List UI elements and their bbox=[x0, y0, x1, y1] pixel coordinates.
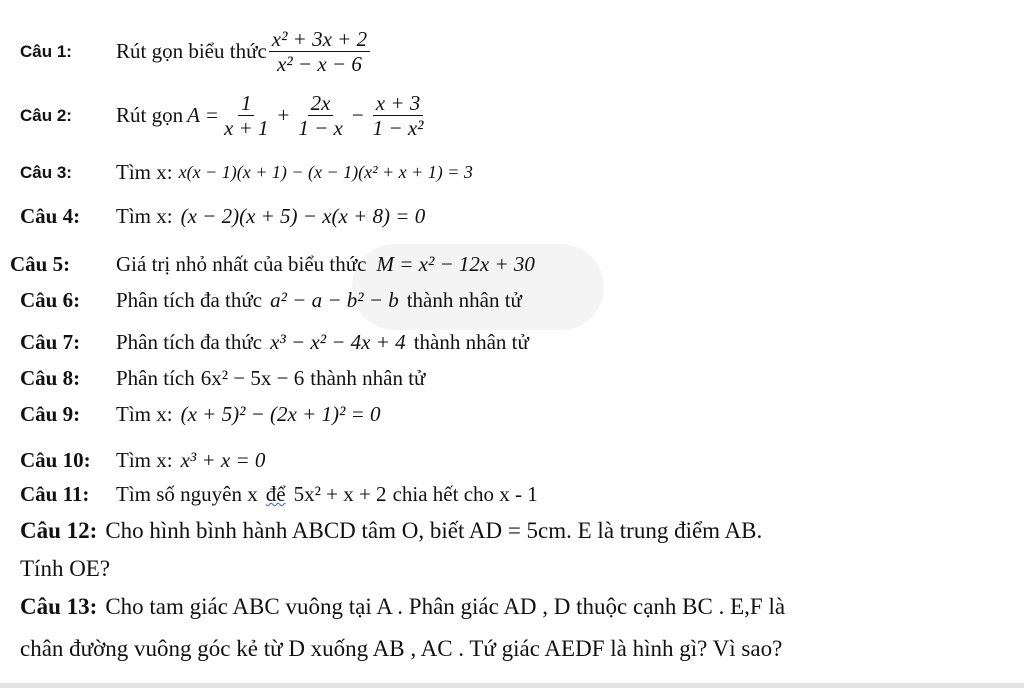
question-6-label: Câu 6: bbox=[20, 288, 81, 312]
question-1-label: Câu 1: bbox=[20, 41, 72, 61]
question-2-label: Câu 2: bbox=[20, 105, 72, 125]
fraction-denominator: 1 − x bbox=[298, 116, 343, 141]
question-4 bbox=[20, 204, 425, 229]
question-7-text: Phân tích đa thức bbox=[116, 330, 263, 354]
fraction-numerator: x + 3 bbox=[373, 92, 424, 116]
question-4-text: Tìm x: bbox=[116, 204, 173, 228]
question-5-label: Câu 5: bbox=[10, 252, 71, 276]
question-13-label: Câu 13: bbox=[20, 594, 98, 619]
question-8-tail: thành nhân tử bbox=[310, 366, 426, 390]
question-6 bbox=[20, 288, 522, 313]
question-7-label: Câu 7: bbox=[20, 330, 81, 354]
question-10-label: Câu 10: bbox=[20, 448, 91, 472]
question-12-line-2 bbox=[20, 556, 110, 582]
question-3-expression: x(x − 1)(x + 1) − (x − 1)(x² + x + 1) = 3 bbox=[178, 162, 473, 182]
question-1-text: Rút gọn biểu thức bbox=[116, 39, 267, 64]
question-7-tail: thành nhân tử bbox=[413, 330, 529, 354]
question-9 bbox=[20, 402, 380, 427]
question-5 bbox=[10, 252, 535, 277]
question-5-expression: M = x² − 12x + 30 bbox=[376, 252, 535, 276]
question-5-text: Giá trị nhỏ nhất của biểu thức bbox=[116, 252, 367, 276]
question-1-fraction bbox=[269, 28, 370, 75]
operator-minus: − bbox=[351, 103, 364, 128]
question-11-label: Câu 11: bbox=[20, 482, 90, 506]
question-11 bbox=[20, 482, 538, 507]
question-6-expression: a² − a − b² − b bbox=[270, 288, 399, 312]
question-13-line-2 bbox=[20, 636, 782, 662]
question-9-expression: (x + 5)² − (2x + 1)² = 0 bbox=[180, 402, 381, 426]
question-4-expression: (x − 2)(x + 5) − x(x + 8) = 0 bbox=[180, 204, 426, 228]
question-12-line-1 bbox=[20, 518, 762, 544]
fraction-denominator: x² − x − 6 bbox=[277, 52, 362, 77]
question-13-line-1 bbox=[20, 594, 785, 620]
question-10-expression: x³ + x = 0 bbox=[180, 448, 266, 472]
question-3 bbox=[20, 160, 473, 185]
question-3-text: Tìm x: bbox=[116, 160, 173, 184]
question-2-text: Rút gọn bbox=[116, 103, 184, 128]
fraction-denominator: 1 − x² bbox=[372, 116, 424, 141]
fraction-denominator: x + 1 bbox=[223, 116, 269, 141]
question-12-text: Cho hình bình hành ABCD tâm O, biết AD = 5cm. E là trung điểm AB. bbox=[105, 518, 763, 543]
question-2-lhs: A = bbox=[187, 103, 219, 128]
question-11-text: Tìm số nguyên x bbox=[116, 482, 258, 506]
question-10 bbox=[20, 448, 265, 473]
question-2-fraction-3 bbox=[370, 92, 427, 139]
question-12-label: Câu 12: bbox=[20, 518, 98, 543]
question-1 bbox=[20, 28, 372, 75]
question-11-spellcheck-word: để bbox=[265, 482, 286, 506]
fraction-numerator: 1 bbox=[238, 92, 255, 116]
question-7-expression: x³ − x² − 4x + 4 bbox=[270, 330, 406, 354]
question-13-text: Cho tam giác ABC vuông tại A . Phân giác AD , D thuộc cạnh BC . E,F là bbox=[105, 594, 786, 619]
question-10-text: Tìm x: bbox=[116, 448, 173, 472]
fraction-numerator: x² + 3x + 2 bbox=[269, 28, 370, 52]
question-2-fraction-1 bbox=[221, 92, 272, 139]
question-6-text: Phân tích đa thức bbox=[116, 288, 263, 312]
question-2-fraction-2 bbox=[295, 92, 346, 139]
question-8-text: Phân tích bbox=[116, 366, 195, 390]
fraction-numerator: 2x bbox=[308, 92, 334, 116]
question-6-tail: thành nhân tử bbox=[406, 288, 522, 312]
question-13-text-continued: chân đường vuông góc kẻ từ D xuống AB , AC . Tứ giác AEDF là hình gì? Vì sao? bbox=[20, 636, 783, 661]
question-12-text-continued: Tính OE? bbox=[20, 556, 111, 581]
question-9-label: Câu 9: bbox=[20, 402, 81, 426]
question-7 bbox=[20, 330, 529, 355]
question-11-tail: chia hết cho x - 1 bbox=[392, 482, 538, 506]
question-11-expression: 5x² + x + 2 bbox=[293, 482, 387, 506]
window-bottom-edge bbox=[0, 683, 1024, 688]
question-3-label: Câu 3: bbox=[20, 162, 72, 182]
operator-plus: + bbox=[277, 103, 290, 128]
question-8 bbox=[20, 366, 425, 391]
question-8-label: Câu 8: bbox=[20, 366, 81, 390]
question-4-label: Câu 4: bbox=[20, 204, 81, 228]
question-9-text: Tìm x: bbox=[116, 402, 173, 426]
question-8-expression: 6x² − 5x − 6 bbox=[200, 366, 305, 390]
question-2 bbox=[20, 92, 428, 139]
